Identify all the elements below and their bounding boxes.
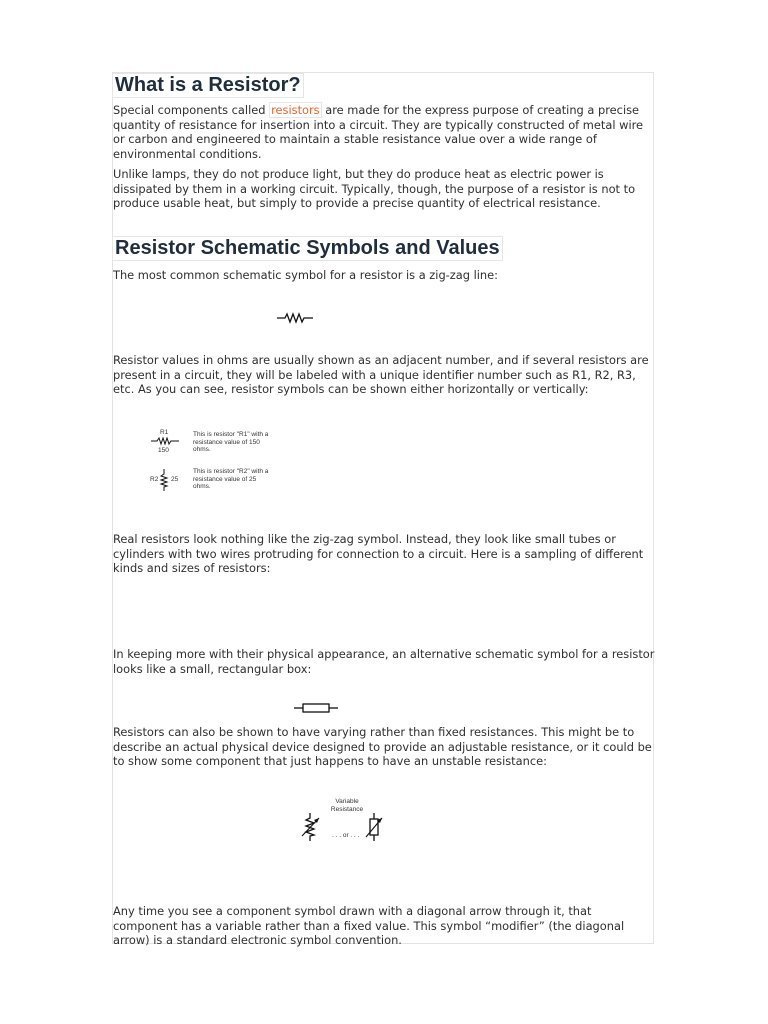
zigzag-resistor-symbol	[276, 311, 316, 325]
variable-title-line2: Resistance	[330, 805, 364, 813]
r2-vertical-zigzag-symbol	[159, 468, 169, 492]
paragraph-intro-text-rest: are made for the express purpose of creating a precise quantity of resistance for insertion into a circuit. They are typically constructed of metal wire or carbon and engineered to maintain a stable resistance value over a wide range of environmental conditions.	[113, 103, 644, 161]
paragraph-values: Resistor values in ohms are usually shown as an adjacent number, and if several resistors are present in a circuit, they will be labeled with a unique identifier number such as R1, R2, R3, etc. As you can see, resistor symbols can be shown either horizontally or vertically:	[113, 353, 649, 396]
paragraph-arrow-modifier: Any time you see a component symbol drawn with a diagonal arrow through it, that component has a variable rather than a fixed value. This symbol “modifier” (the diagonal arrow) is a standard electronic symbol convention.	[113, 904, 625, 947]
resistors-link[interactable]: resistors	[271, 103, 320, 117]
paragraph-variable: Resistors can also be shown to have varying rather than fixed resistances. This might be to describe an actual physical device designed to provide an adjustable resistance, or it could be to show some component that just happens to have an unstable resistance:	[113, 725, 652, 768]
r2-caption: This is resistor "R2" with a resistance value of 25 ohms.	[193, 468, 269, 490]
paragraph-box-symbol: In keeping more with their physical appearance, an alternative schematic symbol for a resistor looks like a small, rectangular box:	[113, 647, 655, 676]
variable-box-symbol	[362, 812, 386, 842]
paragraph-real-resistors: Real resistors look nothing like the zig-zag symbol. Instead, they look like small tubes or cylinders with two wires protruding for connection to a circuit. Here is a sampling of different kinds and sizes of resistors:	[113, 532, 644, 575]
paragraph-heat: Unlike lamps, they do not produce light, but they do produce heat as electric power is dissipated by them in a working circuit. Typically, though, the purpose of a resistor is not to produce usable heat, but simply to provide a precise quantity of electrical resistance.	[113, 167, 636, 210]
paragraph-intro-text: Special components called	[113, 103, 270, 117]
box-resistor-symbol	[293, 701, 339, 715]
variable-resistance-figure	[246, 788, 440, 864]
paragraph-intro	[113, 103, 658, 161]
resistor-labels-figure	[136, 422, 316, 500]
page-title: What is a Resistor?	[112, 73, 304, 98]
paragraph-zigzag: The most common schematic symbol for a resistor is a zig-zag line:	[113, 268, 499, 282]
variable-title-line1: Variable	[335, 798, 359, 805]
variable-zigzag-symbol	[298, 812, 328, 842]
r1-zigzag-symbol	[150, 436, 180, 446]
section-heading-symbols: Resistor Schematic Symbols and Values	[112, 236, 503, 261]
or-text: . . . or . . .	[332, 832, 360, 839]
r1-caption: This is resistor "R1" with a resistance value of 150 ohms.	[193, 431, 269, 453]
r1-value: 150	[158, 447, 169, 454]
r1-label: R1	[160, 429, 169, 436]
r2-label: R2	[150, 476, 159, 483]
r2-value: 25	[171, 476, 179, 483]
